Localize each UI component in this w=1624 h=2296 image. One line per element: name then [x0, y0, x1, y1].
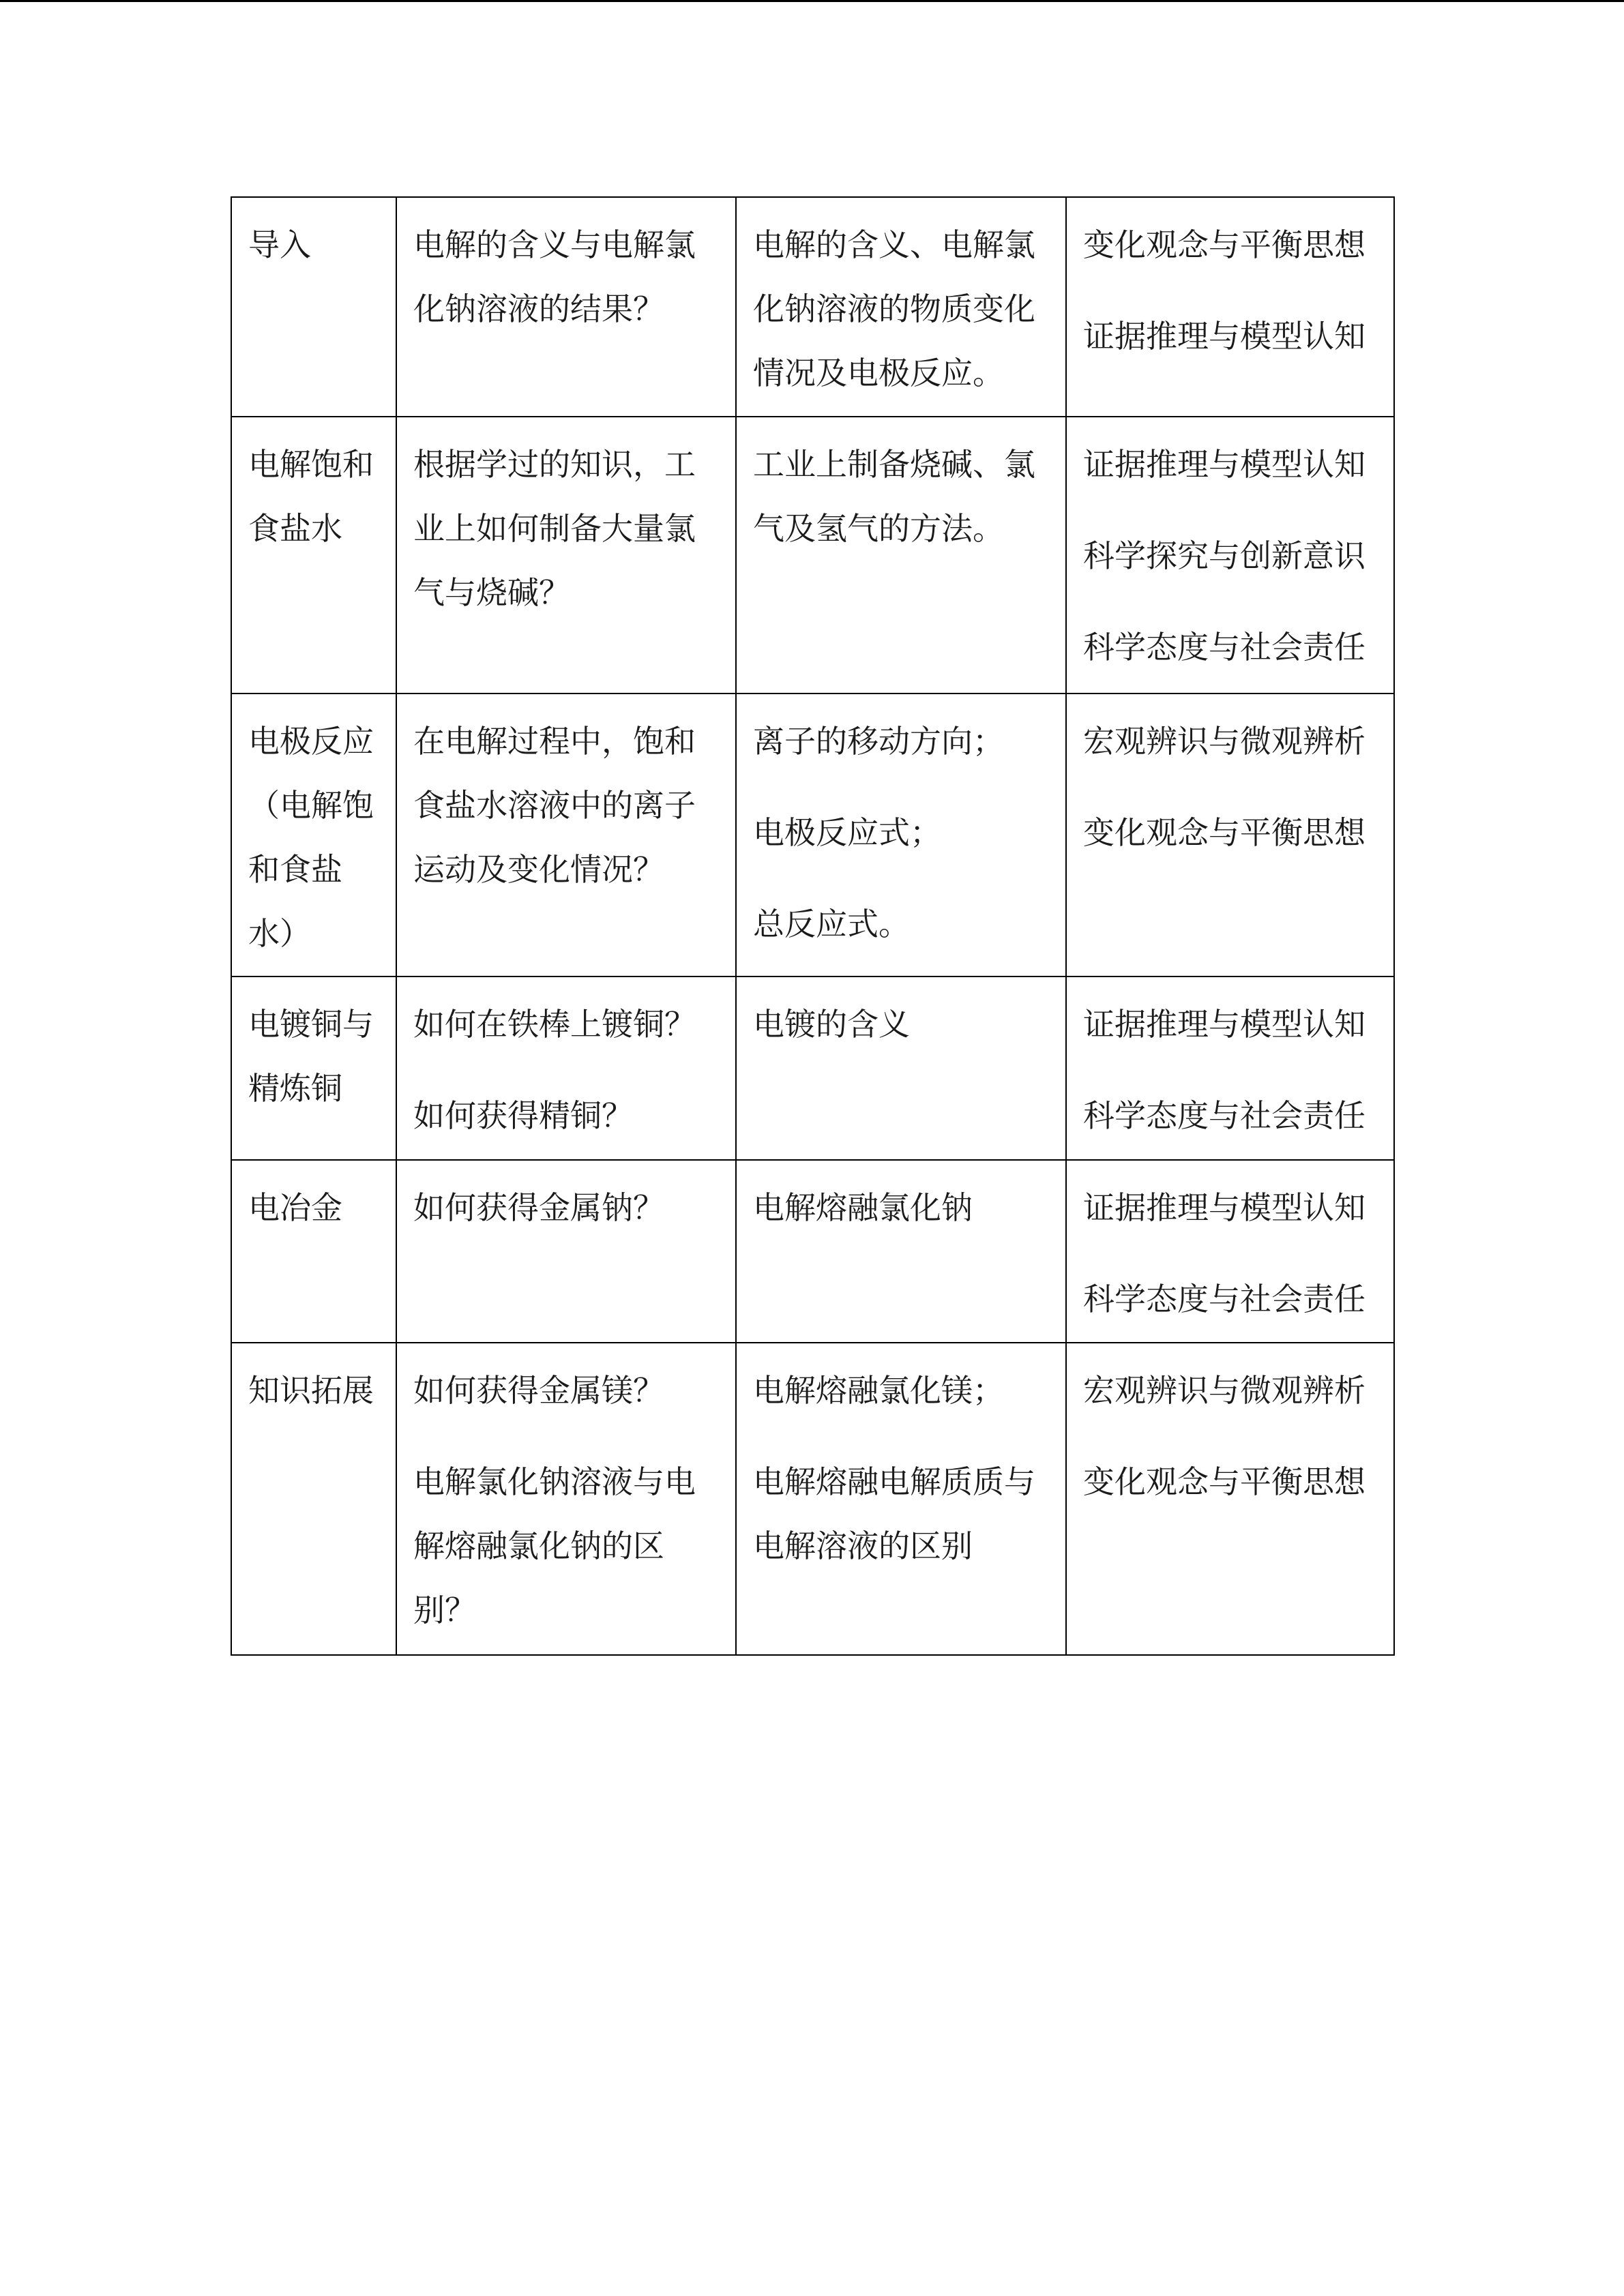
topic-text: 电镀铜与精炼铜 [248, 1006, 374, 1107]
question-text: 如何在铁棒上镀铜？ [413, 1006, 696, 1043]
content-cell [736, 1343, 1066, 1655]
literacy-text: 证据推理与模型认知 [1083, 446, 1365, 483]
content-text: 电解熔融氯化镁； [753, 1372, 1004, 1409]
literacy-text: 宏观辨识与微观辨析 [1083, 723, 1365, 760]
literacy-cell [1066, 197, 1394, 417]
literacy-text: 科学态度与社会责任 [1083, 629, 1365, 666]
question-text: 电解的含义与电解氯化钠溶液的结果？ [413, 226, 696, 327]
literacy-text: 变化观念与平衡思想 [1083, 814, 1365, 851]
content-text: 电解熔融氯化钠 [753, 1189, 973, 1226]
question-text: 根据学过的知识，工业上如何制备大量氯气与烧碱？ [413, 446, 696, 611]
question-text: 如何获得精铜？ [413, 1097, 633, 1134]
content-text: 电极反应式； [753, 814, 941, 851]
table-row [231, 1160, 1394, 1343]
topic-text: 导入 [248, 226, 311, 263]
literacy-cell [1066, 694, 1394, 976]
literacy-cell [1066, 1160, 1394, 1343]
literacy-text: 证据推理与模型认知 [1083, 1006, 1365, 1043]
content-text: 电解的含义、电解氯化钠溶液的物质变化情况及电极反应。 [753, 226, 1035, 391]
literacy-text: 证据推理与模型认知 [1083, 318, 1365, 355]
table-row [231, 417, 1394, 694]
question-cell [396, 197, 736, 417]
content-text: 电解熔融电解质质与电解溶液的区别 [753, 1463, 1035, 1564]
question-text: 电解氯化钠溶液与电解熔融氯化钠的区别？ [413, 1463, 696, 1628]
content-cell [736, 976, 1066, 1160]
question-cell [396, 1160, 736, 1343]
literacy-text: 变化观念与平衡思想 [1083, 226, 1365, 263]
topic-cell [231, 1160, 396, 1343]
question-cell [396, 976, 736, 1160]
question-cell [396, 417, 736, 694]
topic-cell [231, 1343, 396, 1655]
content-text: 工业上制备烧碱、氯气及氢气的方法。 [753, 446, 1035, 547]
literacy-text: 宏观辨识与微观辨析 [1083, 1372, 1365, 1409]
literacy-text: 科学态度与社会责任 [1083, 1097, 1365, 1134]
topic-text: 电冶金 [248, 1189, 342, 1226]
content-cell [736, 417, 1066, 694]
question-text: 如何获得金属镁？ [413, 1372, 664, 1409]
question-cell [396, 694, 736, 976]
lesson-design-table [231, 196, 1395, 1656]
table-row [231, 694, 1394, 976]
literacy-text: 变化观念与平衡思想 [1083, 1463, 1365, 1500]
question-cell [396, 1343, 736, 1655]
question-text: 如何获得金属钠？ [413, 1189, 664, 1226]
literacy-text: 科学探究与创新意识 [1083, 537, 1365, 574]
topic-cell [231, 197, 396, 417]
literacy-cell [1066, 417, 1394, 694]
topic-text: 知识拓展 [248, 1372, 374, 1409]
literacy-text: 证据推理与模型认知 [1083, 1189, 1365, 1226]
topic-cell [231, 417, 396, 694]
content-cell [736, 694, 1066, 976]
page-top-border [0, 0, 1624, 2]
content-cell [736, 1160, 1066, 1343]
topic-cell [231, 694, 396, 976]
question-text: 在电解过程中，饱和食盐水溶液中的离子运动及变化情况？ [413, 723, 696, 888]
literacy-cell [1066, 1343, 1394, 1655]
table-row [231, 197, 1394, 417]
content-text: 离子的移动方向； [753, 723, 1004, 760]
literacy-cell [1066, 976, 1394, 1160]
topic-text: 电解饱和食盐水 [248, 446, 374, 547]
content-text: 电镀的含义 [753, 1006, 910, 1043]
topic-cell [231, 976, 396, 1160]
table-row [231, 1343, 1394, 1655]
literacy-text: 科学态度与社会责任 [1083, 1281, 1365, 1317]
content-text: 总反应式。 [753, 906, 910, 942]
table-row [231, 976, 1394, 1160]
topic-text: 电极反应（电解饱和食盐水） [248, 723, 374, 952]
content-cell [736, 197, 1066, 417]
